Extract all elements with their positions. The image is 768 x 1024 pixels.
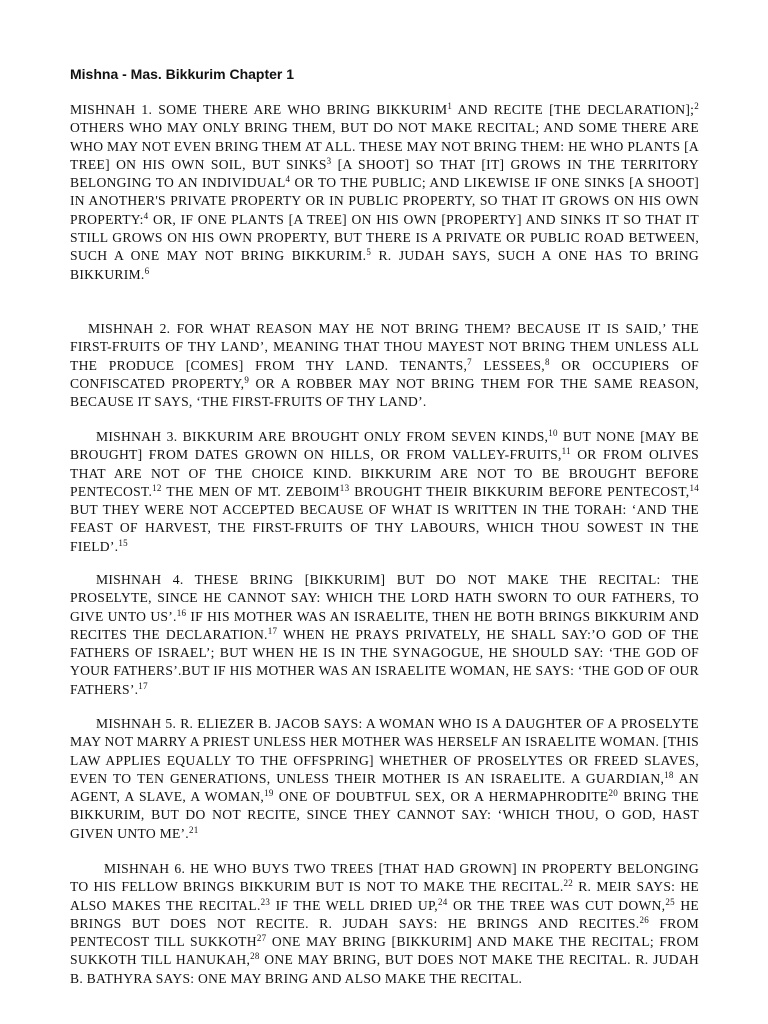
footnote-marker: 23 — [260, 896, 271, 907]
paragraph-text: ONE OF DOUBTFUL SEX, OR A HERMAPHRODITE — [273, 789, 609, 805]
footnote-marker: 17 — [138, 680, 148, 691]
mishnah-6-paragraph — [70, 860, 699, 988]
paragraph-text: BRING THE BIKKURIM, BUT DO NOT RECITE, SINCE THEY CANNOT SAY: ‘WHICH THOU, O GOD, HAST GIVEN UNTO ME’. — [70, 789, 699, 841]
footnote-marker: 22 — [563, 878, 574, 889]
footnote-marker: 28 — [250, 951, 260, 962]
mishnah-1-paragraph — [70, 101, 699, 284]
paragraph-text: BUT NONE [MAY BE BROUGHT] FROM DATES GROWN ON HILLS, OR FROM VALLEY-FRUITS, — [70, 429, 700, 463]
paragraph-text: ONE MAY BRING [BIKKURIM] AND MAKE THE RECITAL; FROM SUKKOTH TILL HANUKAH, — [70, 934, 699, 968]
paragraph-text: OR THE TREE WAS CUT DOWN, — [447, 897, 666, 913]
footnote-marker: 1 — [447, 101, 453, 111]
paragraph-text: OR OCCUPIERS OF CONFISCATED PROPERTY, — [70, 357, 699, 391]
footnote-marker: 5 — [366, 247, 372, 258]
footnote-marker: 14 — [689, 482, 699, 493]
footnote-marker: 13 — [339, 482, 350, 493]
paragraph-text: MISHNAH 2. FOR WHAT REASON MAY HE NOT BRING THEM? BECAUSE IT IS SAID,’ THE FIRST-FRUITS OF THY LAND’, MEANING THAT THOU MAYEST NOT BRING THEM UNLESS ALL THE PRODUCE [COMES] FROM THY LAND. TENANTS, — [70, 321, 699, 373]
paragraph-text: R. MEIR SAYS: HE ALSO MAKES THE RECITAL. — [70, 879, 699, 913]
footnote-marker: 10 — [548, 428, 558, 438]
paragraph-text: OR TO THE PUBLIC; AND LIKEWISE IF ONE SINKS [A SHOOT] IN ANOTHER'S PRIVATE PROPERTY OR IN PUBLIC PROPERTY, SO THAT IT GROWS ON HIS OWN PROPERTY: — [70, 175, 699, 227]
paragraph-text: R. JUDAH SAYS, SUCH A ONE HAS TO BRING BIKKURIM. — [70, 248, 699, 282]
paragraph-text: LESSEES, — [471, 357, 545, 373]
paragraph-text: MISHNAH 6. HE WHO BUYS TWO TREES [THAT HAD GROWN] IN PROPERTY BELONGING TO HIS FELLOW BRINGS BIKKURIM BUT IS NOT TO MAKE THE RECITAL. — [70, 861, 699, 895]
footnote-marker: 3 — [326, 155, 332, 166]
footnote-marker: 16 — [176, 607, 187, 618]
paragraph-text: ONE MAY BRING, BUT DOES NOT MAKE THE RECITAL. R. JUDAH B. BATHYRA SAYS: ONE MAY BRING AND ALSO MAKE THE RECITAL. — [70, 952, 699, 986]
paragraph-text: IF HIS MOTHER WAS AN ISRAELITE, THEN HE BOTH BRINGS BIKKURIM AND RECITES THE DECLARATION. — [70, 608, 699, 642]
mishnah-3-paragraph — [70, 428, 699, 556]
paragraph-text: FROM PENTECOST TILL SUKKOTH — [70, 915, 699, 950]
paragraph-text: HE BRINGS BUT DOES NOT RECITE. R. JUDAH SAYS: HE BRINGS AND RECITES. — [70, 897, 699, 931]
footnote-marker: 20 — [608, 788, 619, 799]
paragraph-text: OR, IF ONE PLANTS [A TREE] ON HIS OWN [PROPERTY] AND SINKS IT SO THAT IT STILL GROWS ON HIS OWN PROPERTY, BUT THERE IS A PRIVATE OR PUBLIC ROAD BETWEEN, SUCH A ONE MAY NOT BRING BIKKURIM. — [70, 211, 699, 264]
paragraph-text: OR A ROBBER MAY NOT BRING THEM FOR THE SAME REASON, BECAUSE IT SAYS, ‘THE FIRST-FRUITS OF THY LAND’. — [70, 375, 699, 410]
paragraph-text: MISHNAH 3. BIKKURIM ARE BROUGHT ONLY FROM SEVEN KINDS, — [96, 429, 549, 444]
paragraph-text: AN AGENT, A SLAVE, A WOMAN, — [70, 770, 699, 805]
footnote-marker: 15 — [118, 537, 128, 548]
paragraph-text: MISHNAH 4. THESE BRING [BIKKURIM] BUT DO NOT MAKE THE RECITAL: THE PROSELYTE, SINCE HE CANNOT SAY: WHICH THE LORD HATH SWORN TO OUR FATHERS, TO GIVE UNTO US’. — [70, 572, 699, 624]
footnote-marker: 8 — [544, 356, 550, 367]
paragraph-text: OR FROM OLIVES THAT ARE NOT OF THE CHOICE KIND. BIKKURIM ARE NOT TO BE BROUGHT BEFORE PENTECOST. — [70, 447, 699, 499]
mishnah-4-paragraph — [70, 571, 699, 699]
paragraph-text: BUT THEY WERE NOT ACCEPTED BECAUSE OF WHAT IS WRITTEN IN THE TORAH: ‘AND THE FEAST OF HARVEST, THE FIRST-FRUITS OF THY LABOURS, WHICH THOU SOWEST IN THE FIELD’. — [70, 502, 699, 554]
footnote-marker: 4 — [143, 210, 149, 221]
mishnah-2-paragraph — [70, 320, 699, 411]
footnote-marker: 2 — [694, 101, 699, 111]
footnote-marker: 11 — [561, 446, 571, 457]
paragraph-text: AND RECITE [THE DECLARATION]; — [452, 102, 695, 117]
paragraph-text: MISHNAH 1. SOME THERE ARE WHO BRING BIKKURIM — [70, 102, 448, 117]
paragraph-text: MISHNAH 5. R. ELIEZER B. JACOB SAYS: A WOMAN WHO IS A DAUGHTER OF A PROSELYTE MAY NOT MARRY A PRIEST UNLESS HER MOTHER WAS HERSELF AN ISRAELITE WOMAN. [THIS LAW APPLIES EQUALLY TO THE OFFSPRING] WHETHER OF PROSELYTES OR FREED SLAVES, EVEN TO TEN GENERATIONS, UNLESS THEIR MOTHER IS AN ISRAELITE. A GUARDIAN, — [70, 716, 699, 786]
footnote-marker: 27 — [256, 933, 267, 944]
paragraph-text: [A SHOOT] SO THAT [IT] GROWS IN THE TERRITORY BELONGING TO AN INDIVIDUAL — [70, 156, 699, 191]
paragraph-text: BROUGHT THEIR BIKKURIM BEFORE PENTECOST, — [349, 483, 690, 499]
footnote-marker: 12 — [152, 482, 162, 493]
footnote-marker: 21 — [188, 824, 199, 835]
mishnah-5-paragraph — [70, 715, 699, 843]
footnote-marker: 24 — [437, 896, 448, 907]
footnote-marker: 4 — [285, 174, 291, 185]
footnote-marker: 7 — [467, 356, 472, 367]
footnote-marker: 6 — [144, 265, 150, 276]
document-title: Mishna - Mas. Bikkurim Chapter 1 — [70, 66, 295, 82]
paragraph-text: IF THE WELL DRIED UP, — [270, 897, 438, 913]
footnote-marker: 17 — [267, 625, 278, 636]
footnote-marker: 26 — [639, 914, 649, 925]
paragraph-text: THE MEN OF MT. ZEBOIM — [161, 483, 340, 499]
footnote-marker: 9 — [244, 374, 250, 385]
footnote-marker: 19 — [264, 788, 274, 799]
paragraph-text: OTHERS WHO MAY ONLY BRING THEM, BUT DO NOT MAKE RECITAL; AND SOME THERE ARE WHO MAY NOT EVEN BRING THEM AT ALL. THESE MAY NOT BRING THEM: HE WHO PLANTS [A TREE] ON HIS OWN SOIL, BUT SINKS — [70, 120, 699, 172]
footnote-marker: 18 — [664, 769, 674, 780]
footnote-marker: 25 — [665, 896, 675, 907]
paragraph-text: WHEN HE PRAYS PRIVATELY, HE SHALL SAY:’O GOD OF THE FATHERS OF ISRAEL’; BUT WHEN HE IS IN THE SYNAGOGUE, HE SHOULD SAY: ‘THE GOD OF YOUR FATHERS’.BUT IF HIS MOTHER WAS AN ISRAELITE WOMAN, HE SAYS: ‘THE GOD OF OUR FATHERS’. — [70, 626, 700, 697]
